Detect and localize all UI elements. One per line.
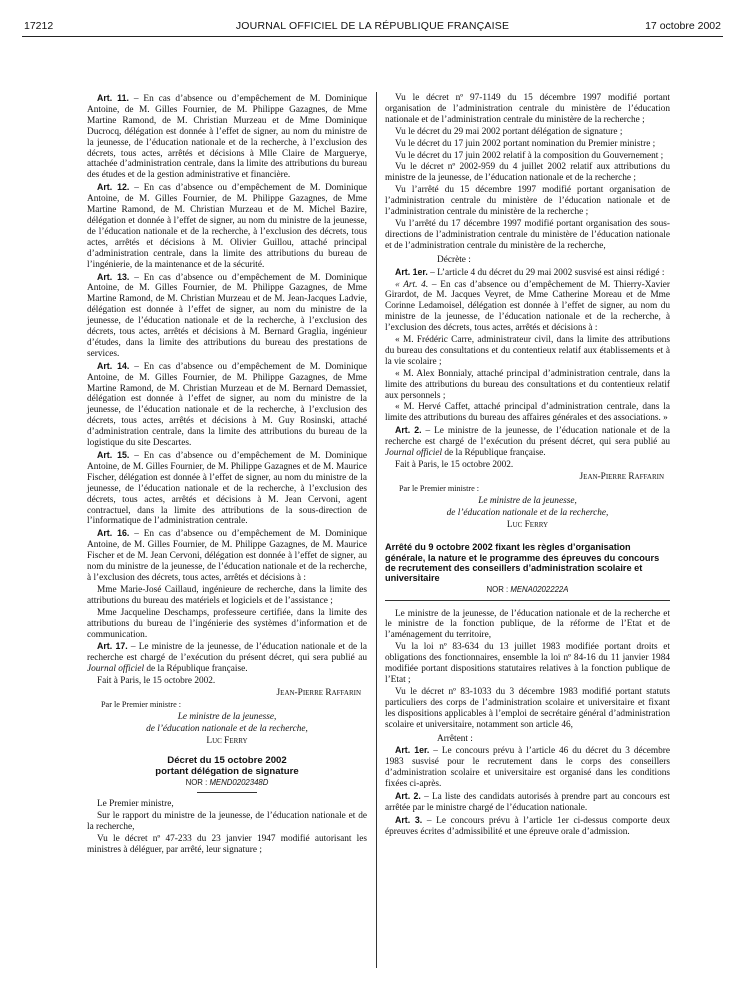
ministre-title-1: Le ministre de la jeunesse,	[478, 495, 577, 506]
arrete-paragraph: Le ministre de la jeunesse, de l’éducation nationale et de la recherche et le ministre de la fonction publique, de la réforme de l’Etat et de l’aménagement du territoire,	[385, 608, 670, 641]
ministre-name: Luc Ferry	[506, 519, 549, 530]
par-premier-ministre: Par le Premier ministre :	[399, 483, 480, 493]
visa: Vu le décret nº 2002-959 du 4 juillet 2002 relatif aux attributions du ministre de la jeunesse, de l’éducation nationale et de la recherche ;	[385, 162, 670, 184]
arrete-paragraph: Vu la loi nº 83-634 du 13 juillet 1983 modifiée portant droits et obligations des fonctionnaires, ensemble la loi nº 84-16 du 11 janvier 1984 modifiée portant dispositions statutaires relatives à la fonction publique de l’Etat ;	[385, 642, 670, 685]
separator	[197, 792, 257, 793]
decrete-heading: Décrète :	[437, 254, 471, 265]
ministre-title-1: Le ministre de la jeunesse,	[177, 711, 277, 722]
article-13: Art. 13. – En cas d’absence ou d’empêchement de M. Dominique Antoine, de M. Gilles Fournier, de M. Philippe Gazagnes, de Mme Martine Ramond, de M. Christian Murzeau et de M. Jean-Jacques Ladvie, délégation est donnée à l’effet de signer, au nom du ministre de la jeunesse, de l’éducation nationale et de la recherche, à l’exclusion des décrets, tous actes, arrêtés et décisions à M. Bernard Graglia, ingénieur d’études, dans la limite des attributions du bureau des prestations de services.	[87, 271, 368, 359]
column-divider	[376, 92, 377, 968]
article-2: Art. 2. – Le ministre de la jeunesse, de l’éducation nationale et de la recherche est chargé de l’exécution du présent décret, qui sera publié au Journal officiel de la République française.	[385, 425, 670, 459]
decret-paragraph: Le Premier ministre,	[97, 799, 174, 810]
arrete-title: Arrêté du 9 octobre 2002 fixant les règles d’organisation générale, la nature et le programme des épreuves du concours de recrutement des conseillers d’administration scolaire et universitaire	[385, 542, 660, 584]
ministre-name: Luc Ferry	[206, 735, 248, 746]
article-4-item: « M. Hervé Caffet, attaché principal d’administration centrale, dans la limite des attributions du bureau des affaires générales et des associations. »	[385, 402, 670, 424]
arrete-paragraph: Vu le décret nº 83-1033 du 3 décembre 1983 modifié portant statuts particuliers des corps de l’administration scolaire et universitaire et fixant les dispositions applicables à l’emploi de secrétaire général d’administration scolaire et universitaire, notamment son article 46,	[385, 686, 670, 730]
arrete-article-1: Art. 1er. – Le concours prévu à l’article 46 du décret du 3 décembre 1983 susvisé pour le recrutement dans le corps des conseillers d’administration scolaire et universitaire est organisé dans les conditions fixées ci-après.	[385, 745, 670, 790]
article-15: Art. 15. – En cas d’absence ou d’empêchement de M. Dominique Antoine, de M. Gilles Fournier, de M. Philippe Gazagnes et de M. Maurice Fischer, délégation est donnée à l’effet de signer, au nom du ministre de la jeunesse, de l’éducation nationale et de la recherche, à l’exclusion des décrets, tous actes, arrêtés et décisions à M. Jean Cervoni, agent contractuel, dans la limite des attributions de la sous-direction de l’informatique de l’administration centrale.	[87, 450, 368, 527]
arrete-article-3: Art. 3. – Le concours prévu à l’article 1er ci-dessus comporte deux épreuves écrites d’admissibilité et une épreuve orale d’admission.	[385, 814, 670, 837]
separator	[385, 600, 670, 601]
visa: Vu l’arrêté du 15 décembre 1997 modifié portant organisation de l’administration centrale du ministère de l’éducation nationale et de l’administration centrale du ministère de la recherche ;	[385, 185, 670, 218]
left-column	[87, 93, 367, 857]
article-1: Art. 1er. – L’article 4 du décret du 29 mai 2002 susvisé est ainsi rédigé :	[395, 266, 665, 278]
signatory-name: Jean-Pierre Raffarin	[579, 471, 664, 482]
decret-title: Décret du 15 octobre 2002 portant délégation de signature	[155, 754, 299, 777]
article-14: Art. 14. – En cas d’absence ou d’empêchement de M. Dominique Antoine, de M. Gilles Fournier, de M. Philippe Gazagnes, de Mme Martine Ramond, de M. Christian Murzeau et de M. Bernard Demassiet, délégation est donnée à l’effet de signer, au nom du ministre de la jeunesse, de l’éducation nationale et de la recherche, à l’exclusion des décrets, tous actes, arrêtés et décisions à M. Guy Rosinski, attaché d’administration centrale, dans la limite des attributions du bureau de la logistique du site Descartes.	[87, 360, 368, 449]
article-16-item-2: Mme Jacqueline Deschamps, professeure certifiée, dans la limite des attributions du bureau de l’ingénierie des systèmes d’information et de communication.	[87, 607, 367, 640]
article-4-item: « M. Frédéric Carre, administrateur civil, dans la limite des attributions du bureau des consultations et du contentieux relatif aux établissements et à la vie scolaire ;	[385, 335, 670, 367]
decret-nor: NOR : MEND0202348D	[185, 777, 269, 787]
article-4-item: « M. Alex Bonnialy, attaché principal d’administration centrale, dans la limite des attributions du bureau des consultations et du contentieux relatif aux personnels ;	[385, 368, 670, 401]
fait-a-paris: Fait à Paris, le 15 octobre 2002.	[97, 676, 216, 687]
journal-title: JOURNAL OFFICIEL DE LA RÉPUBLIQUE FRANÇAISE	[235, 20, 510, 32]
article-17: Art. 17. – Le ministre de la jeunesse, de l’éducation nationale et de la recherche est chargé de l’exécution du présent décret, qui sera publié au Journal officiel de la République française.	[87, 641, 367, 675]
fait-a-paris: Fait à Paris, le 15 octobre 2002.	[395, 460, 514, 470]
decret-paragraph: Sur le rapport du ministre de la jeunesse, de l’éducation nationale et de la recherche,	[87, 811, 367, 833]
visa: Vu le décret nº 97-1149 du 15 décembre 1997 modifié portant organisation de l’administration centrale du ministère de l’éducation nationale et de l’administration centrale du ministère de la recherche ;	[385, 93, 670, 125]
article-4-quote: « Art. 4. – En cas d’absence ou d’empêchement de M. Thierry-Xavier Girardot, de M. Jacques Veyret, de Mme Catherine Moreau et de Mme Corinne Ledamoisel, délégation est donnée à l’effet de signer, au nom du ministre de la jeunesse, de l’éducation nationale et de la recherche, à l’exclusion des décrets, tous actes, arrêtés et décisions à :	[385, 279, 670, 334]
ministre-title-2: de l’éducation nationale et de la recherche,	[446, 507, 609, 518]
arrete-article-2: Art. 2. – La liste des candidats autorisés à prendre part au concours est arrêtée par le ministre chargé de l’éducation nationale.	[385, 791, 670, 813]
decret-paragraph: Vu le décret nº 47-233 du 23 janvier 1947 modifié autorisant les ministres à déléguer, par arrêté, leur signature ;	[87, 834, 367, 856]
arrete-nor: NOR : MENA0202222A	[486, 584, 569, 594]
article-16-item-1: Mme Marie-José Caillaud, ingénieure de recherche, dans la limite des attributions du bureau des matériels et logiciels et de l’assistance ;	[87, 584, 367, 606]
right-column	[385, 93, 670, 839]
arretent-heading: Arrêtent :	[437, 733, 473, 744]
page-number: 17212	[24, 20, 54, 32]
issue-date: 17 octobre 2002	[645, 20, 721, 32]
ministre-title-2: de l’éducation nationale et de la recherche,	[146, 723, 308, 734]
article-11: Art. 11. – En cas d’absence ou d’empêchement de M. Dominique Antoine, de M. Gilles Fournier, de M. Philippe Gazagnes, de Mme Martine Ramond, de M. Christian Murzeau et de Mme Dominique Ducrocq, délégation est donnée à l’effet de signer, au nom du ministre de la jeunesse, de l’éducation nationale et de la recherche, à l’exclusion des décrets, tous actes, arrêtés et décisions à Mlle Claire de Marguerye, attachée d’administration centrale, dans la limite des attributions du bureau des études et de la gestion administrative et financière.	[87, 93, 368, 181]
header-rule	[22, 36, 723, 37]
article-12: Art. 12. – En cas d’absence ou d’empêchement de M. Dominique Antoine, de M. Gilles Fournier, de M. Philippe Gazagnes, de Mme Martine Ramond, de M. Christian Murzeau et de M. Michel Bazire, délégation et donnée à l’effet de signer, au nom du ministre de la jeunesse, de l’éducation nationale et de la recherche, à l’exclusion des décrets, tous actes, arrêtés et décisions à M. Olivier Guillou, attaché principal d’administration centrale, dans la limite des attributions du bureau de l’ingénierie, de la maintenance et de la sécurité.	[87, 182, 368, 270]
article-16: Art. 16. – En cas d’absence ou d’empêchement de M. Dominique Antoine, de M. Gilles Fournier, de M. Philippe Gazagnes, de M. Maurice Fischer et de M. Jean Cervoni, délégation est donnée à l’effet de signer, au nom du ministre de la jeunesse, de l’éducation nationale et de la recherche, à l’exclusion des décrets, tous actes, arrêtés et décisions à :	[87, 528, 368, 583]
visa: Vu le décret du 17 juin 2002 relatif à la composition du Gouvernement ;	[395, 150, 664, 161]
signatory-name: Jean-Pierre Raffarin	[276, 688, 361, 699]
visa: Vu le décret du 17 juin 2002 portant nomination du Premier ministre ;	[395, 138, 656, 149]
visa: Vu l’arrêté du 17 décembre 1997 modifié portant organisation des sous-directions de l’administration centrale du ministère de l’éducation nationale et de l’administration centrale du ministère de la recherche,	[385, 218, 670, 251]
visa: Vu le décret du 29 mai 2002 portant délégation de signature ;	[395, 126, 623, 137]
par-premier-ministre: Par le Premier ministre :	[101, 699, 182, 709]
